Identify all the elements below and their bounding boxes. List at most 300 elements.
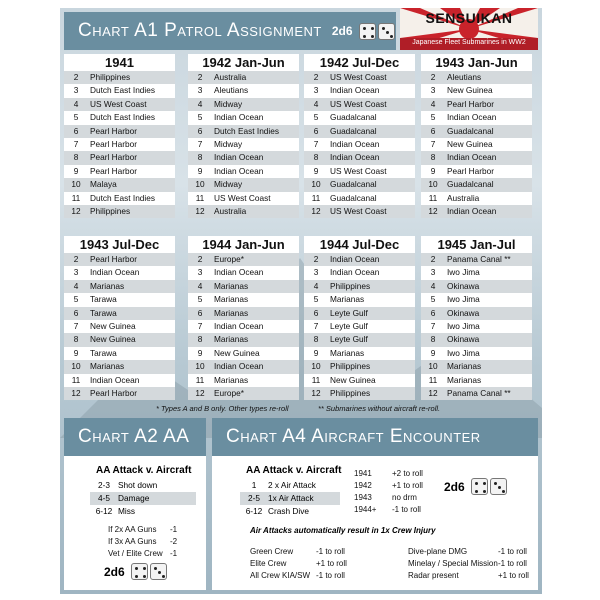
patrol-table-top-1: [64, 54, 175, 218]
roll-value: 3: [430, 267, 436, 278]
roll-value: 5: [313, 112, 319, 123]
table-row: [64, 151, 175, 164]
roll-value: 7: [430, 320, 436, 331]
chart-a4-header: [212, 418, 538, 456]
location: Pearl Harbor: [90, 254, 138, 264]
modifier-value: +2 to roll: [392, 469, 423, 478]
roll-value: 5: [430, 294, 436, 305]
modifier-value: -2: [170, 537, 178, 546]
table-row: [64, 360, 175, 373]
patrol-table-bottom-4: [421, 236, 532, 400]
table-row: [90, 492, 196, 505]
location: Marianas: [214, 307, 249, 318]
location: Marianas: [447, 374, 482, 385]
patrol-table-bottom-2: [188, 236, 299, 400]
table-row: [64, 165, 175, 178]
table-row: [188, 293, 299, 306]
location: Marianas: [214, 294, 249, 305]
location: New Guinea: [330, 374, 376, 385]
location: Europe*: [214, 387, 244, 398]
table-row: [421, 192, 532, 205]
modifier-value: -1 to roll: [498, 547, 527, 556]
table-row: [304, 138, 415, 151]
location: US West Coast: [330, 205, 387, 216]
table-row: [188, 125, 299, 138]
roll-value: 6: [430, 125, 436, 136]
roll-value: 12: [428, 205, 438, 216]
location: New Guinea: [214, 347, 260, 358]
table-row: [304, 333, 415, 346]
roll-value: 10: [71, 361, 81, 372]
roll-value: 5: [73, 294, 79, 305]
roll-value: 7: [73, 320, 79, 331]
roll-value: 11: [71, 374, 81, 385]
modifier-label: 1944+: [354, 505, 377, 514]
location: Guadalcanal: [330, 112, 377, 123]
location: Panama Canal **: [447, 254, 511, 264]
table-row: [188, 374, 299, 387]
table-row: [421, 253, 532, 266]
location: Iwo Jima: [447, 347, 480, 358]
location: Philippines: [90, 205, 131, 216]
table-row: [188, 280, 299, 293]
roll-value: 2: [197, 254, 203, 264]
location: Indian Ocean: [90, 267, 140, 278]
roll-value: 7: [197, 138, 203, 149]
table-row: [64, 280, 175, 293]
chart-a4-title: Chart A4 Aircraft Encounter: [226, 426, 481, 447]
a4-year-modifiers: [354, 468, 434, 516]
table-row: [421, 374, 532, 387]
modifier-row: [108, 536, 188, 548]
roll-value: 6: [197, 125, 203, 136]
table-row: [64, 138, 175, 151]
modifier-label: Green Crew: [250, 547, 294, 556]
roll-value: 4: [430, 280, 436, 291]
roll-value: 8: [313, 334, 319, 345]
table-row: [304, 387, 415, 400]
dice-label: 2d6: [104, 564, 125, 579]
table-row: [304, 71, 415, 84]
modifier-value: -1 to roll: [316, 571, 345, 580]
roll-value: 11: [195, 192, 205, 203]
location: US West Coast: [214, 192, 271, 203]
roll-value: 11: [311, 374, 321, 385]
roll-value: 8: [430, 152, 436, 163]
roll-value: 2: [73, 72, 79, 82]
roll-value: 8: [197, 152, 203, 163]
roll-value: 9: [313, 347, 319, 358]
roll-value: 6: [73, 307, 79, 318]
table-row: [188, 71, 299, 84]
location: Philippines: [330, 361, 371, 372]
modifier-label: Vet / Elite Crew: [108, 549, 163, 558]
table-row: [421, 125, 532, 138]
table-row: [188, 151, 299, 164]
modifier-row: [408, 570, 532, 582]
table-row: [304, 205, 415, 218]
location: US West Coast: [330, 98, 387, 109]
table-row: [64, 125, 175, 138]
roll-value: 2: [430, 254, 436, 264]
table-row: [188, 192, 299, 205]
table-row: [304, 307, 415, 320]
roll-value: 10: [195, 361, 205, 372]
roll-range: 4-5: [98, 493, 110, 503]
modifier-value: -1 to roll: [392, 505, 421, 514]
table-row: [304, 374, 415, 387]
a4-table: [240, 479, 340, 518]
table-row: [304, 266, 415, 279]
table-row: [64, 178, 175, 191]
modifier-label: 1943: [354, 493, 372, 502]
table-row: [188, 205, 299, 218]
roll-range: 6-12: [245, 506, 263, 516]
roll-value: 5: [73, 112, 79, 123]
roll-value: 7: [430, 138, 436, 149]
patrol-table-top-3: [304, 54, 415, 218]
dice-label: 2d6: [331, 24, 353, 38]
location: US West Coast: [90, 98, 147, 109]
location: Guadalcanal: [330, 192, 377, 203]
location: Pearl Harbor: [90, 165, 138, 176]
chart-a2-panel: [64, 456, 206, 590]
location: Philippines: [90, 72, 131, 82]
modifier-row: [354, 480, 434, 492]
modifier-label: 1941: [354, 469, 372, 478]
a4-heading: AA Attack v. Aircraft: [246, 465, 342, 476]
patrol-table-top-4: [421, 54, 532, 218]
table-row: [421, 84, 532, 97]
roll-value: 9: [73, 165, 79, 176]
chart-a2-title: Chart A2 AA: [78, 426, 190, 447]
modifier-value: -1: [170, 525, 178, 534]
a2-heading: AA Attack v. Aircraft: [96, 465, 192, 476]
roll-value: 2: [313, 254, 319, 264]
table-row: [64, 387, 175, 400]
table-row: [188, 333, 299, 346]
location: Midway: [214, 138, 243, 149]
result: 2 x Air Attack: [268, 480, 316, 490]
roll-value: 5: [313, 294, 319, 305]
table-row: [421, 347, 532, 360]
location: Aleutians: [447, 72, 482, 82]
table-row: [64, 293, 175, 306]
table-row: [421, 205, 532, 218]
location: Indian Ocean: [447, 205, 497, 216]
table-row: [64, 320, 175, 333]
roll-value: 10: [311, 361, 321, 372]
table-row: [188, 266, 299, 279]
dice-icon: [471, 478, 507, 495]
roll-value: 4: [313, 98, 319, 109]
patrol-table-top-2: [188, 54, 299, 218]
location: Indian Ocean: [214, 320, 264, 331]
modifier-value: -1: [170, 549, 178, 558]
table-row: [304, 178, 415, 191]
modifier-row: [250, 570, 360, 582]
roll-value: 3: [73, 85, 79, 96]
dice-icon: [131, 563, 167, 580]
modifier-label: 1942: [354, 481, 372, 490]
location: Marianas: [214, 280, 249, 291]
roll-value: 2: [197, 72, 203, 82]
location: New Guinea: [447, 85, 493, 96]
table-row: [64, 192, 175, 205]
roll-value: 7: [313, 320, 319, 331]
location: US West Coast: [330, 165, 387, 176]
location: Indian Ocean: [214, 112, 264, 123]
location: Pearl Harbor: [90, 138, 138, 149]
roll-value: 12: [428, 387, 438, 398]
roll-value: 4: [313, 280, 319, 291]
table-row: [188, 111, 299, 124]
period-heading: 1944 Jul-Dec: [319, 237, 400, 252]
location: Dutch East Indies: [214, 125, 280, 136]
logo-subtitle: Japanese Fleet Submarines in WW2: [412, 39, 526, 46]
sensuikan-logo: [400, 8, 538, 50]
table-row: [304, 192, 415, 205]
location: Pearl Harbor: [447, 98, 495, 109]
location: Marianas: [90, 361, 125, 372]
roll-value: 2: [313, 72, 319, 82]
table-row: [90, 479, 196, 492]
modifier-label: Elite Crew: [250, 559, 287, 568]
table-row: [421, 71, 532, 84]
result: Miss: [118, 506, 136, 516]
roll-value: 11: [428, 374, 438, 385]
location: Australia: [214, 205, 247, 216]
table-row: [188, 253, 299, 266]
table-row: [90, 505, 196, 518]
roll-value: 5: [430, 112, 436, 123]
location: Marianas: [214, 374, 249, 385]
a2-dice: [104, 563, 167, 580]
roll-value: 4: [73, 98, 79, 109]
table-row: [64, 84, 175, 97]
roll-value: 12: [311, 387, 321, 398]
table-row: [188, 307, 299, 320]
modifier-value: -1 to roll: [316, 547, 345, 556]
table-row: [64, 374, 175, 387]
roll-value: 11: [428, 192, 438, 203]
period-heading: 1945 Jan-Jul: [437, 237, 516, 252]
table-row: [188, 84, 299, 97]
roll-value: 12: [311, 205, 321, 216]
roll-value: 3: [430, 85, 436, 96]
roll-value: 9: [197, 165, 203, 176]
table-row: [304, 84, 415, 97]
roll-value: 10: [428, 361, 438, 372]
roll-value: 10: [311, 179, 321, 190]
roll-value: 9: [430, 347, 436, 358]
table-row: [304, 151, 415, 164]
roll-value: 5: [197, 112, 203, 123]
location: Leyte Gulf: [330, 307, 368, 318]
roll-value: 8: [197, 334, 203, 345]
location: New Guinea: [90, 334, 136, 345]
table-row: [188, 98, 299, 111]
location: Okinawa: [447, 334, 480, 345]
table-row: [304, 280, 415, 293]
location: Pearl Harbor: [90, 125, 138, 136]
table-row: [421, 111, 532, 124]
modifier-row: [250, 558, 360, 570]
modifier-value: +1 to roll: [392, 481, 423, 490]
table-row: [240, 492, 340, 505]
location: Indian Ocean: [90, 374, 140, 385]
roll-value: 8: [73, 152, 79, 163]
roll-value: 2: [73, 254, 79, 264]
modifier-label: If 2x AA Guns: [108, 525, 157, 534]
table-row: [64, 253, 175, 266]
location: Pearl Harbor: [447, 165, 495, 176]
roll-value: 12: [71, 205, 81, 216]
location: Indian Ocean: [330, 254, 380, 264]
modifier-label: All Crew KIA/SW: [250, 571, 311, 580]
roll-value: 6: [313, 307, 319, 318]
a2-table: [90, 479, 196, 518]
roll-value: 9: [197, 347, 203, 358]
roll-value: 4: [197, 280, 203, 291]
table-row: [421, 387, 532, 400]
modifier-row: [408, 558, 532, 570]
roll-value: 4: [197, 98, 203, 109]
roll-value: 3: [313, 85, 319, 96]
roll-value: 10: [71, 179, 81, 190]
roll-value: 6: [313, 125, 319, 136]
result: 1x Air Attack: [268, 493, 314, 503]
modifier-row: [108, 548, 188, 560]
location: Iwo Jima: [447, 267, 480, 278]
roll-value: 8: [430, 334, 436, 345]
location: Tarawa: [90, 347, 117, 358]
dice-label: 2d6: [444, 479, 465, 494]
location: Dutch East Indies: [90, 192, 156, 203]
modifier-value: no drm: [392, 493, 417, 502]
location: Marianas: [90, 280, 125, 291]
a4-note: Air Attacks automatically result in 1x Crew Injury: [250, 526, 436, 535]
table-row: [421, 178, 532, 191]
location: Midway: [214, 98, 243, 109]
table-row: [421, 360, 532, 373]
location: New Guinea: [447, 138, 493, 149]
location: Okinawa: [447, 280, 480, 291]
roll-value: 7: [197, 320, 203, 331]
result: Shot down: [118, 480, 158, 490]
period-heading: 1942 Jul-Dec: [319, 55, 400, 70]
location: Marianas: [330, 347, 365, 358]
table-row: [188, 347, 299, 360]
modifier-label: If 3x AA Guns: [108, 537, 157, 546]
note-types-ab: * Types A and B only. Other types re-roll: [156, 404, 289, 413]
table-row: [64, 266, 175, 279]
location: Australia: [447, 192, 480, 203]
table-row: [421, 307, 532, 320]
location: Indian Ocean: [214, 267, 264, 278]
roll-value: 12: [195, 387, 205, 398]
location: Guadalcanal: [447, 179, 494, 190]
location: Leyte Gulf: [330, 334, 368, 345]
logo-name: SENSUIKAN: [425, 10, 513, 26]
modifier-row: [408, 546, 532, 558]
location: Midway: [214, 179, 243, 190]
a4-crew-modifiers: [250, 546, 360, 582]
table-row: [421, 333, 532, 346]
table-row: [64, 111, 175, 124]
location: Leyte Gulf: [330, 320, 368, 331]
modifier-row: [354, 468, 434, 480]
modifier-row: [354, 504, 434, 516]
roll-value: 6: [73, 125, 79, 136]
table-row: [421, 320, 532, 333]
roll-value: 9: [430, 165, 436, 176]
roll-value: 9: [313, 165, 319, 176]
table-row: [64, 71, 175, 84]
table-row: [421, 165, 532, 178]
roll-value: 6: [430, 307, 436, 318]
location: Indian Ocean: [330, 152, 380, 163]
table-row: [421, 266, 532, 279]
location: Marianas: [214, 334, 249, 345]
modifier-value: +1 to roll: [316, 559, 347, 568]
location: US West Coast: [330, 72, 387, 82]
patrol-table-bottom-1: [64, 236, 175, 400]
table-row: [64, 205, 175, 218]
location: Dutch East Indies: [90, 85, 156, 96]
table-row: [188, 165, 299, 178]
table-row: [304, 360, 415, 373]
location: Philippines: [330, 387, 371, 398]
roll-value: 3: [73, 267, 79, 278]
result: Crash Dive: [268, 506, 310, 516]
modifier-value: +1 to roll: [498, 571, 529, 580]
location: Australia: [214, 72, 247, 82]
roll-value: 4: [73, 280, 79, 291]
chart-a1-title: Chart A1 Patrol Assignment: [78, 20, 322, 41]
roll-value: 4: [430, 98, 436, 109]
result: Damage: [118, 493, 150, 503]
roll-value: 3: [197, 267, 203, 278]
chart-a4-panel: [212, 456, 538, 590]
location: Indian Ocean: [214, 152, 264, 163]
table-row: [188, 320, 299, 333]
location: Guadalcanal: [447, 125, 494, 136]
modifier-row: [250, 546, 360, 558]
roll-value: 12: [195, 205, 205, 216]
roll-value: 6: [197, 307, 203, 318]
roll-value: 3: [197, 85, 203, 96]
table-row: [421, 98, 532, 111]
modifier-label: Minelay / Special Mission: [408, 559, 498, 568]
location: Iwo Jima: [447, 320, 480, 331]
roll-value: 12: [71, 387, 81, 398]
period-heading: 1942 Jan-Jun: [202, 55, 285, 70]
location: Europe*: [214, 254, 244, 264]
table-row: [304, 125, 415, 138]
chart-a1-header: [64, 12, 396, 50]
note-aircraft: ** Submarines without aircraft re-roll.: [318, 404, 441, 413]
table-row: [421, 280, 532, 293]
patrol-table-bottom-3: [304, 236, 415, 400]
table-row: [240, 479, 340, 492]
roll-value: 3: [313, 267, 319, 278]
roll-value: 8: [73, 334, 79, 345]
roll-value: 11: [195, 374, 205, 385]
table-row: [188, 178, 299, 191]
modifier-row: [108, 524, 188, 536]
location: Tarawa: [90, 307, 117, 318]
